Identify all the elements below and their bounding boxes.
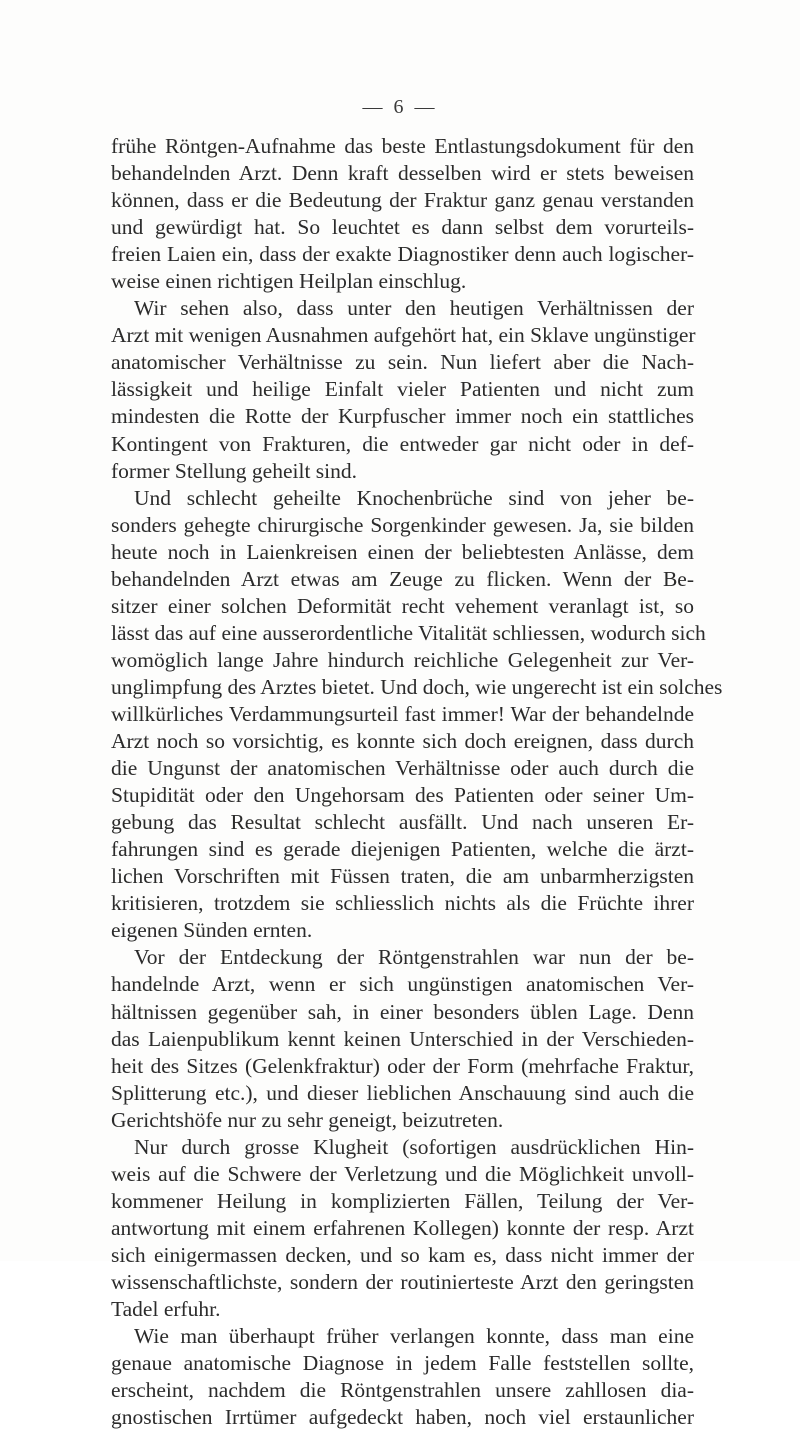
text-line: mindesten die Rotte der Kurpfuscher immer noch ein stattliches xyxy=(111,404,694,429)
text-line: behandelnden Arzt. Denn kraft desselben wird er stets beweisen xyxy=(111,161,694,186)
text-line: Splitterung etc.), und dieser lieblichen Anschauung sind auch die xyxy=(111,1080,694,1105)
text-line: willkürliches Verdammungsurteil fast immer! War der behandelnde xyxy=(111,701,694,726)
text-line: Kontingent von Frakturen, die entweder gar nicht oder in def- xyxy=(111,431,694,456)
text-line: genaue anatomische Diagnose in jedem Falle feststellen sollte, xyxy=(111,1351,694,1376)
text-line: fahrungen sind es gerade diejenigen Patienten, welche die ärzt- xyxy=(111,837,694,862)
text-line: kritisieren, trotzdem sie schliesslich nichts als die Früchte ihrer xyxy=(111,891,694,916)
text-line: antwortung mit einem erfahrenen Kollegen) konnte der resp. Arzt xyxy=(111,1215,694,1240)
text-line: die Ungunst der anatomischen Verhältnisse oder auch durch die xyxy=(111,756,694,781)
text-line: Nur durch grosse Klugheit (sofortigen ausdrücklichen Hin- xyxy=(134,1134,694,1159)
text-line: lichen Vorschriften mit Füssen traten, die am unbarmherzigsten xyxy=(111,864,694,889)
text-line: Und schlecht geheilte Knochenbrüche sind von jeher be- xyxy=(134,485,694,510)
text-line: sich einigermassen decken, und so kam es, dass nicht immer der xyxy=(111,1242,694,1267)
text-line: Arzt mit wenigen Ausnahmen aufgehört hat, ein Sklave ungünstiger xyxy=(111,323,696,348)
text-line: gebung das Resultat schlecht ausfällt. Und nach unseren Er- xyxy=(111,810,694,835)
text-line: heute noch in Laienkreisen einen der beliebtesten Anlässe, dem xyxy=(111,539,694,564)
text-line: weise einen richtigen Heilplan einschlug. xyxy=(111,269,467,294)
text-line: eigenen Sünden ernten. xyxy=(111,918,313,943)
text-line: lässigkeit und heilige Einfalt vieler Patienten und nicht zum xyxy=(111,377,694,402)
text-line: unglimpfung des Arztes bietet. Und doch, wie ungerecht ist ein solches xyxy=(111,674,723,699)
text-line: Wie man überhaupt früher verlangen konnte, dass man eine xyxy=(134,1324,694,1349)
text-line: kommener Heilung in komplizierten Fällen, Teilung der Ver- xyxy=(111,1188,694,1213)
text-line: anatomischer Verhältnisse zu sein. Nun liefert aber die Nach- xyxy=(111,350,694,375)
text-line: hältnissen gegenüber sah, in einer besonders üblen Lage. Denn xyxy=(111,999,694,1024)
text-line: Wir sehen also, dass unter den heutigen Verhältnissen der xyxy=(134,296,694,321)
text-line: freien Laien ein, dass der exakte Diagnostiker denn auch logischer- xyxy=(111,242,694,267)
text-line: Arzt noch so vorsichtig, es konnte sich doch ereignen, dass durch xyxy=(111,729,694,754)
text-line: Tadel erfuhr. xyxy=(111,1297,221,1322)
text-line: sonders gehegte chirurgische Sorgenkinder gewesen. Ja, sie bilden xyxy=(111,512,694,537)
text-line: Gerichtshöfe nur zu sehr geneigt, beizutreten. xyxy=(111,1107,504,1132)
text-line: Stupidität oder den Ungehorsam des Patienten oder seiner Um- xyxy=(111,783,694,808)
text-line: gnostischen Irrtümer aufgedeckt haben, noch viel erstaunlicher xyxy=(111,1405,694,1430)
text-line: erscheint, nachdem die Röntgenstrahlen unsere zahllosen dia- xyxy=(111,1378,694,1403)
text-line: sitzer einer solchen Deformität recht vehement veranlagt ist, so xyxy=(111,593,694,618)
text-line: handelnde Arzt, wenn er sich ungünstigen anatomischen Ver- xyxy=(111,972,694,997)
text-line: heit des Sitzes (Gelenkfraktur) oder der Form (mehrfache Fraktur, xyxy=(111,1053,694,1078)
text-line: lässt das auf eine ausserordentliche Vitalität schliessen, wodurch sich xyxy=(111,620,706,645)
text-line: weis auf die Schwere der Verletzung und die Möglichkeit unvoll- xyxy=(111,1161,694,1186)
page-number: — 6 — xyxy=(362,96,438,118)
text-line: former Stellung geheilt sind. xyxy=(111,458,358,483)
text-line: behandelnden Arzt etwas am Zeuge zu flicken. Wenn der Be- xyxy=(111,566,694,591)
text-line: das Laienpublikum kennt keinen Unterschied in der Verschieden- xyxy=(111,1026,694,1051)
text-line: und gewürdigt hat. So leuchtet es dann selbst dem vorurteils- xyxy=(111,215,694,240)
text-line: womöglich lange Jahre hindurch reichliche Gelegenheit zur Ver- xyxy=(111,647,694,672)
text-line: Vor der Entdeckung der Röntgenstrahlen war nun der be- xyxy=(134,945,694,970)
body-text xyxy=(111,133,723,1431)
text-line: frühe Röntgen-Aufnahme das beste Entlastungsdokument für den xyxy=(111,134,694,158)
text-line: können, dass er die Bedeutung der Fraktur ganz genau verstanden xyxy=(111,188,694,213)
text-line: wissenschaftlichste, sondern der routinierteste Arzt den geringsten xyxy=(111,1269,694,1294)
